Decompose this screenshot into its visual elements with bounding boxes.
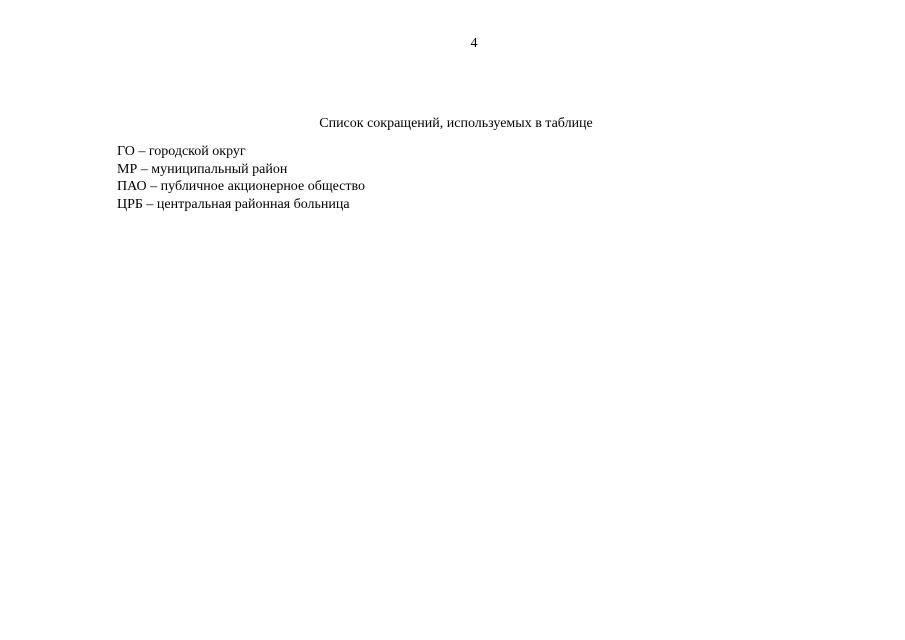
abbreviation-item-mr: МР – муниципальный район: [117, 161, 288, 177]
abbreviation-item-pao: ПАО – публичное акционерное общество: [117, 179, 366, 194]
abbreviation-list: [117, 143, 365, 213]
abbreviation-item-crb: ЦРБ – центральная районная больница: [117, 196, 350, 212]
page-title: Список сокращений, используемых в таблице: [319, 116, 593, 131]
abbreviation-item-go: ГО – городской округ: [117, 144, 246, 159]
page-number: 4: [470, 36, 478, 51]
